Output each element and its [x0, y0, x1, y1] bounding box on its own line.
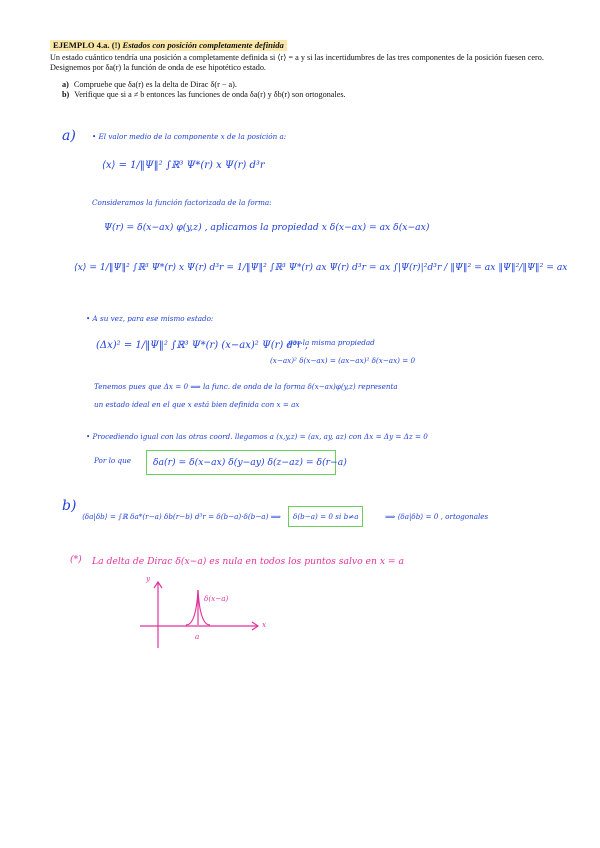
- part-a-label: a): [62, 128, 76, 144]
- task-b-text: Verifique que si a ≠ b entonces las funciones de onda δa(r) y δb(r) son ortogonales.: [74, 90, 346, 100]
- sketch-spike-label: δ(x−a): [204, 594, 229, 603]
- statement-paragraph: Un estado cuántico tendría una posición a completamente definida si ⟨r⟩ = a y si las incertidumbres de las tres componentes de la posición fuesen cero. Designemos por δa(r) la función de onda de ese hipotético estado.: [50, 52, 544, 73]
- sketch-y-label: y: [146, 574, 151, 583]
- bullet-mean-value: • El valor medio de la componente x de la posición a:: [92, 132, 287, 141]
- consider-text: Consideramos la función factorizada de la forma:: [92, 198, 272, 207]
- eq-variance: (Δx)² = 1/‖Ψ‖² ∫ℝ³ Ψ*(r) (x−ax)² Ψ(r) d³r ,: [96, 340, 309, 351]
- star-note: La delta de Dirac δ(x−a) es nula en todos los puntos salvo en x = a: [92, 556, 405, 567]
- task-a-text: Compruebe que δa(r) es la delta de Dirac δ(r − a).: [73, 79, 237, 89]
- boxed-result-b: δ(b−a) = 0 si b≠a: [288, 506, 363, 527]
- boxed-result-a: δa(r) = δ(x−ax) δ(y−ay) δ(z−az) = δ(r−a): [146, 450, 336, 475]
- eq-variance-note: por la misma propiedad: [288, 338, 375, 347]
- sketch-a-label: a: [195, 632, 200, 641]
- eq-mean-result: ⟨x⟩ = 1/‖Ψ‖² ∫ℝ³ Ψ*(r) x Ψ(r) d³r = 1/‖Ψ‖² ∫ℝ³ Ψ*(r) ax Ψ(r) d³r = ax ∫|Ψ(r)|²d³r / ‖Ψ‖² = ax ‖Ψ‖²/‖Ψ‖² = ax: [74, 262, 568, 273]
- example-title-prefix: EJEMPLO 4.a. (!): [53, 40, 121, 50]
- bullet-other-coords: • Procediendo igual con las otras coord. llegamos a (x,y,z) = (ax, ay, az) con Δx = Δy = Δz = 0: [86, 432, 428, 441]
- bullet-variance: • A su vez, para ese mismo estado:: [86, 314, 214, 323]
- eq-inner-product-end: ⟹ ⟨δa|δb⟩ = 0 , ortogonales: [385, 512, 489, 521]
- example-title-italic: Estados con posición completamente definida: [122, 40, 284, 50]
- eq-factorized: Ψ(r) = δ(x−ax) φ(y,z) , aplicamos la propiedad x δ(x−ax) = ax δ(x−ax): [104, 222, 430, 233]
- task-a-label: a): [62, 79, 69, 89]
- star-label: (*): [70, 554, 82, 565]
- task-b-label: b): [62, 90, 70, 100]
- por-lo-que: Por lo que: [94, 456, 131, 465]
- eq-variance-property: (x−ax)² δ(x−ax) = (ax−ax)² δ(x−ax) = 0: [270, 356, 416, 365]
- sketch-x-label: x: [262, 620, 267, 629]
- part-b-label: b): [62, 498, 77, 514]
- eq-inner-product: ⟨δa|δb⟩ = ∫ℝ δa*(r−a) δb(r−b) d³r = δ(b−a)·δ(b−a) ⟹: [82, 512, 281, 521]
- conclusion-line-2: un estado ideal en el que x está bien definida con x = ax: [94, 400, 300, 409]
- conclusion-line-1: Tenemos pues que Δx = 0 ⟹ la func. de onda de la forma δ(x−ax)φ(y,z) representa: [94, 382, 398, 391]
- eq-mean-value: ⟨x⟩ = 1/‖Ψ‖² ∫ℝ³ Ψ*(r) x Ψ(r) d³r: [102, 160, 265, 171]
